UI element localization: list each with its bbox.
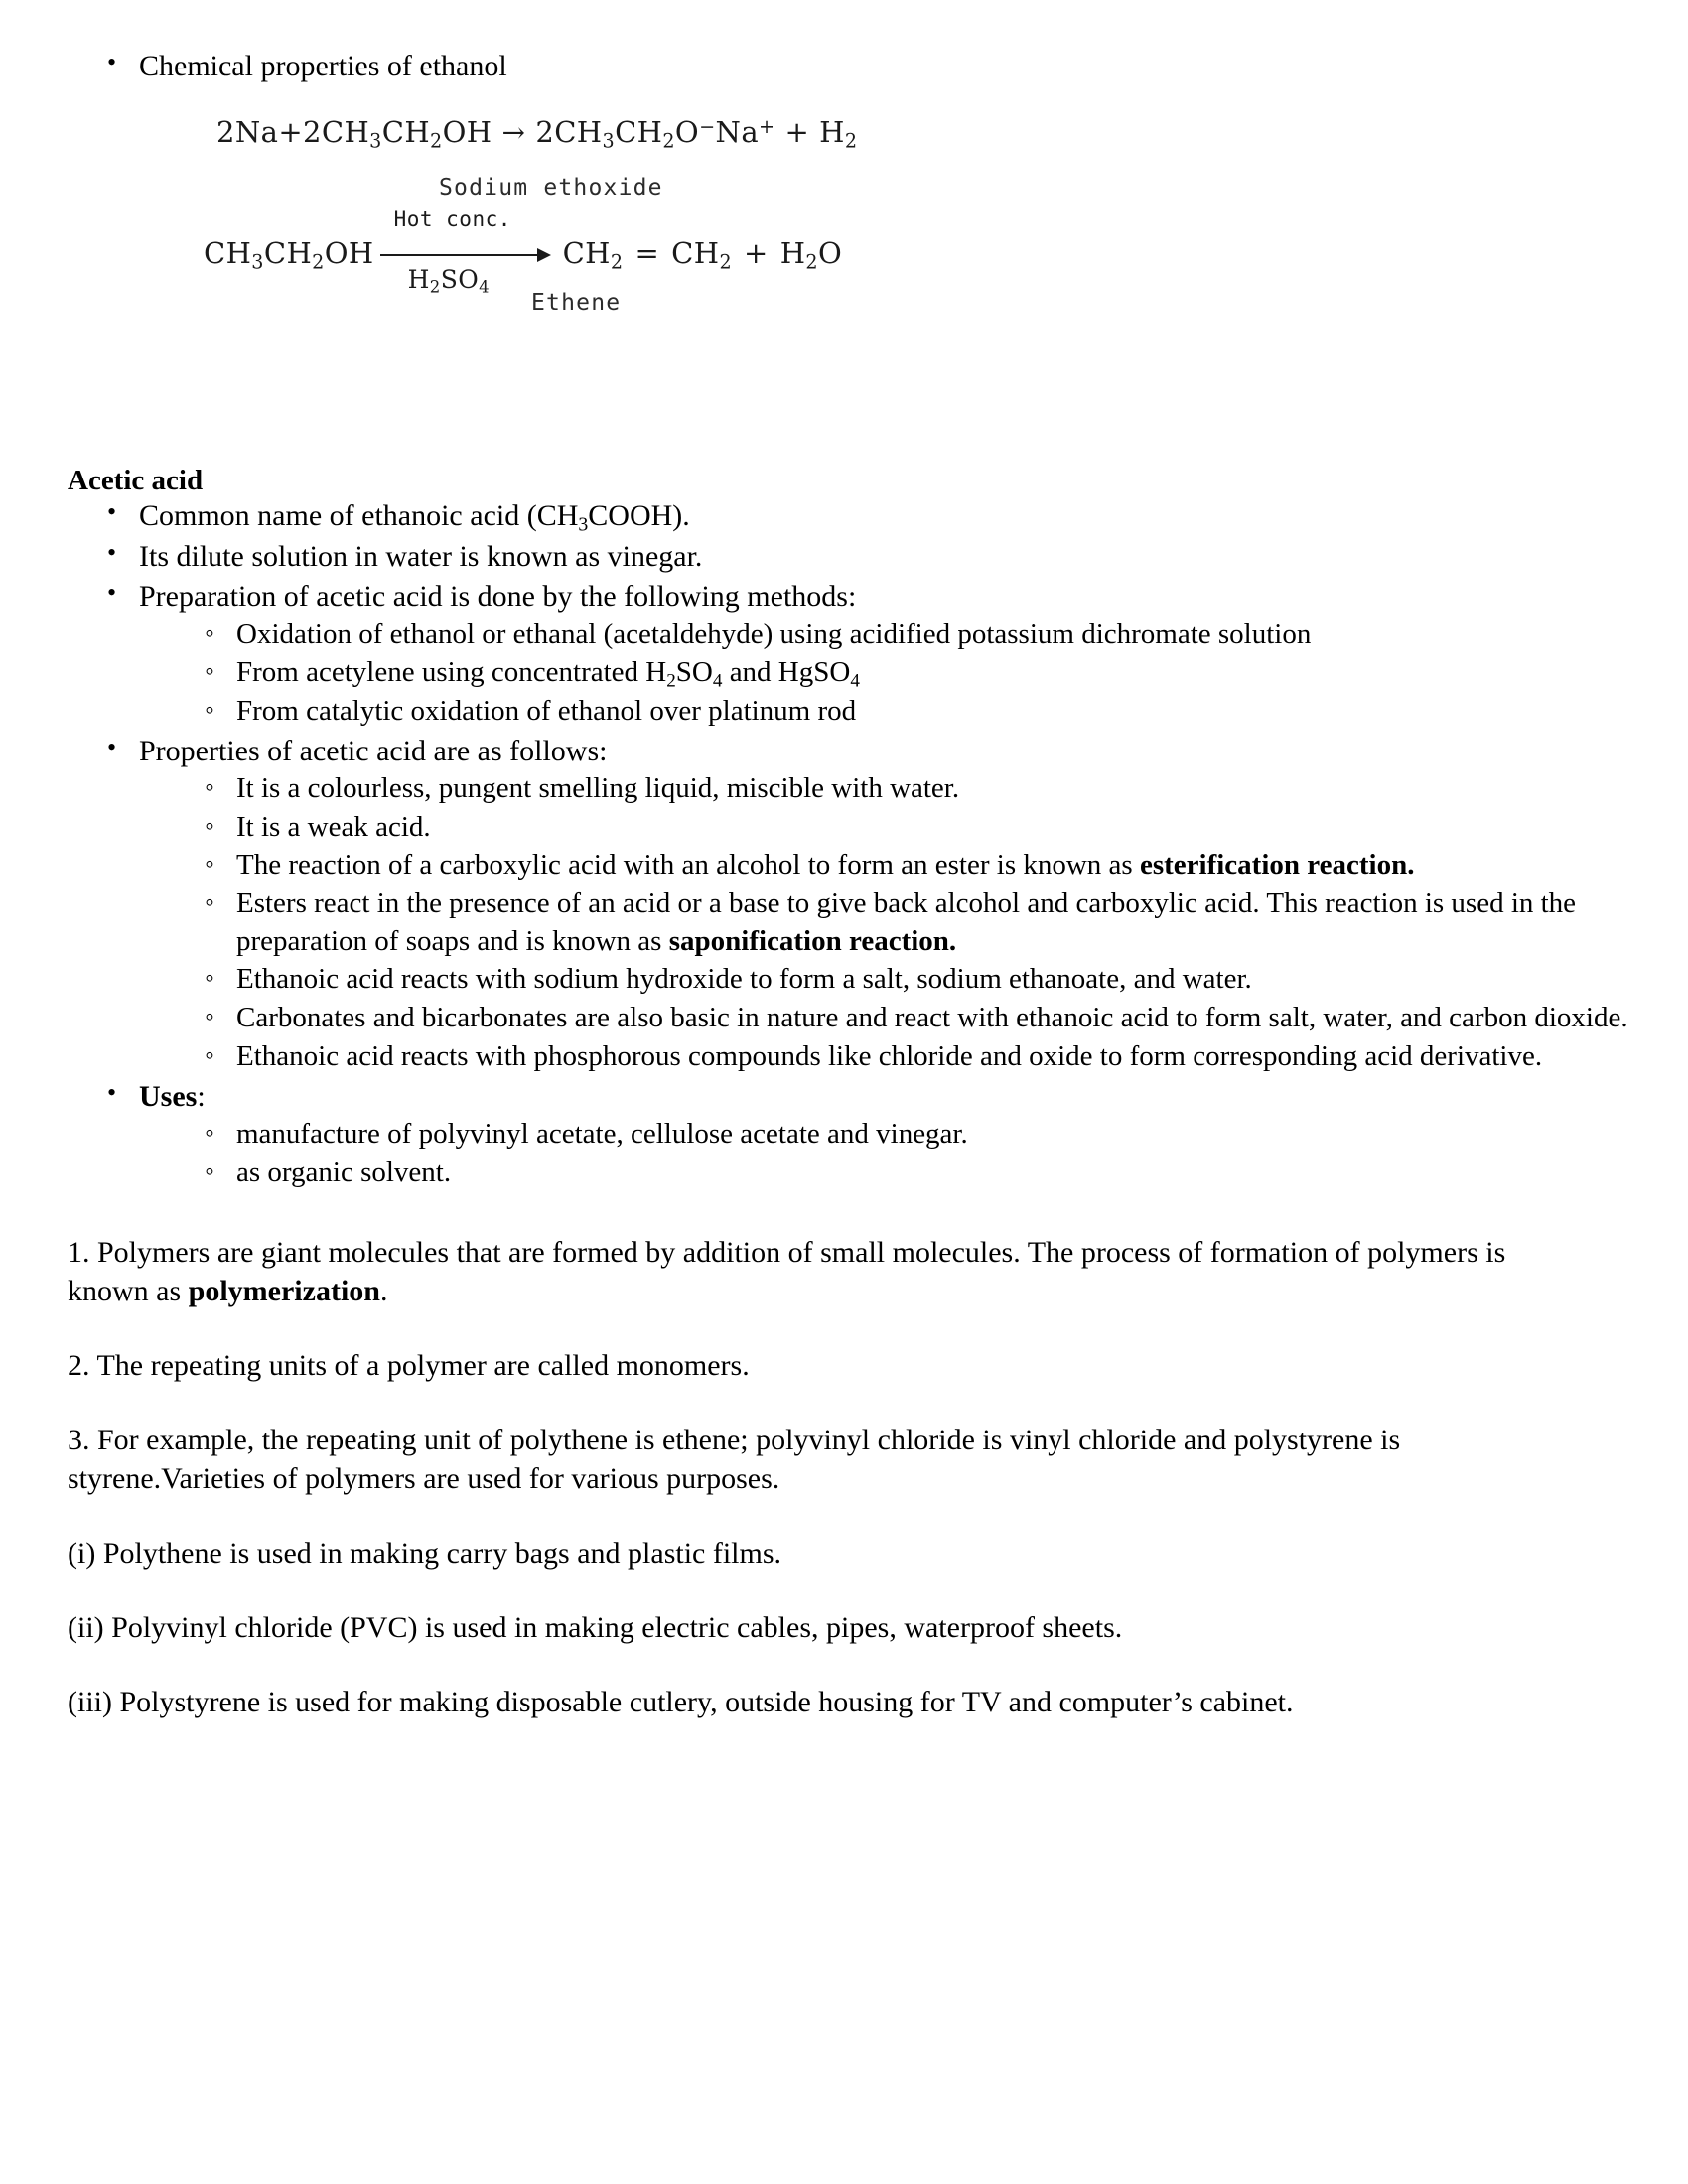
eq1-coeff-na: 2Na+ bbox=[216, 115, 304, 150]
acetic-acid-bullet-list bbox=[0, 497, 1688, 1191]
arrow-line bbox=[380, 254, 541, 256]
eq1-reactant-mid: CH bbox=[381, 115, 431, 150]
cond-sub2: 4 bbox=[479, 278, 491, 297]
eq1-product-sub1: 3 bbox=[602, 129, 616, 153]
equation-dehydration-ethene bbox=[0, 207, 1688, 297]
uses-label: Uses bbox=[139, 1079, 198, 1113]
sub-bullet-subscript-2: 4 bbox=[712, 670, 723, 692]
sub-bullet-text: Ethanoic acid reacts with sodium hydroxide to form a salt, sodium ethanoate, and water. bbox=[236, 963, 1252, 996]
paragraph-text: 2. The repeating units of a polymer are called monomers. bbox=[68, 1349, 750, 1383]
cond-sub1: 2 bbox=[429, 278, 441, 297]
eq2-water bbox=[779, 236, 843, 274]
cond-h: H bbox=[407, 265, 430, 295]
list-item bbox=[199, 1000, 1688, 1037]
chemical-equations-block bbox=[0, 115, 1688, 316]
eq2-water-h: H bbox=[779, 236, 806, 271]
eq1-reactant-sub1: 3 bbox=[369, 129, 382, 153]
bullet-subscript: 3 bbox=[578, 513, 589, 536]
sub-bullet-text: It is a colourless, pungent smelling liquid, miscible with water. bbox=[236, 772, 960, 805]
spacer bbox=[0, 1498, 1688, 1534]
eq2-product2 bbox=[671, 236, 733, 274]
list-item bbox=[199, 1116, 1688, 1154]
sub-bullet-text: From acetylene using concentrated H bbox=[236, 656, 667, 689]
emphasis-polymerization: polymerization bbox=[188, 1275, 380, 1308]
bullet-text: Common name of ethanoic acid (CH bbox=[139, 499, 579, 533]
list-item bbox=[99, 578, 1688, 730]
eq1-hydrogen-h: H bbox=[819, 115, 845, 150]
eq2-water-o: O bbox=[818, 236, 843, 271]
list-item bbox=[199, 1038, 1688, 1076]
acetic-properties-list bbox=[139, 770, 1688, 1076]
arrow-condition-above: Hot conc. bbox=[393, 207, 511, 232]
bullet-text-tail: COOH). bbox=[588, 499, 690, 533]
eq2-reactant-sub2: 2 bbox=[312, 250, 325, 274]
sub-bullet-text: It is a weak acid. bbox=[236, 810, 431, 843]
sub-bullet-text: Ethanoic acid reacts with phosphorous compounds like chloride and oxide to form corresponding acid derivative. bbox=[236, 1039, 1543, 1072]
cond-so: SO bbox=[440, 265, 480, 295]
eq2-water-sub: 2 bbox=[805, 250, 818, 274]
eq2-product1 bbox=[562, 236, 624, 274]
bullet-text: Properties of acetic acid are as follows: bbox=[139, 734, 608, 767]
equation-sodium-ethoxide bbox=[0, 115, 1688, 153]
sub-bullet-text: Esters react in the presence of an acid or a base to give back alcohol and carboxylic acid. This reaction is used in the preparation of soaps and is known as bbox=[236, 887, 1577, 957]
paragraph-polythene-uses bbox=[0, 1534, 1688, 1572]
paragraph-monomers bbox=[0, 1346, 1688, 1385]
ethanol-properties-section bbox=[0, 0, 1688, 316]
eq1-reactant bbox=[303, 115, 492, 153]
ethanol-bullet-text: Chemical properties of ethanol bbox=[139, 50, 507, 82]
eq2-product1-ch: CH bbox=[562, 236, 611, 271]
sub-bullet-subscript: 2 bbox=[666, 670, 676, 692]
paragraph-text: 1. Polymers are giant molecules that are formed by addition of small molecules. The process of formation of polymers is known as bbox=[68, 1236, 1506, 1308]
eq2-reactant-end: OH bbox=[324, 236, 374, 271]
spacer bbox=[0, 1572, 1688, 1608]
eq2-equals: = bbox=[634, 236, 660, 271]
list-item bbox=[199, 616, 1688, 654]
list-item bbox=[99, 733, 1688, 1076]
polymers-section bbox=[0, 1193, 1688, 1721]
equation-1-caption: Sodium ethoxide bbox=[439, 175, 663, 202]
emphasis-saponification: saponification reaction. bbox=[668, 924, 957, 957]
spacer bbox=[0, 1385, 1688, 1421]
eq2-product2-ch: CH bbox=[671, 236, 720, 271]
eq1-product-na: Na bbox=[715, 115, 760, 150]
sub-bullet-text: Oxidation of ethanol or ethanal (acetaldehyde) using acidified potassium dichromate solution bbox=[236, 617, 1312, 650]
list-item bbox=[199, 886, 1688, 960]
eq1-product-ch: 2CH bbox=[535, 115, 603, 150]
equation-2-caption: Ethene bbox=[531, 290, 622, 317]
spacer bbox=[0, 1647, 1688, 1683]
emphasis-esterification: esterification reaction. bbox=[1139, 849, 1415, 882]
sub-bullet-text: The reaction of a carboxylic acid with an alcohol to form an ester is known as bbox=[236, 849, 1140, 882]
paragraph-text: (ii) Polyvinyl chloride (PVC) is used in making electric cables, pipes, waterproof sheets. bbox=[68, 1611, 1123, 1645]
eq2-reactant-ch: CH bbox=[204, 236, 252, 271]
eq2-product2-sub: 2 bbox=[719, 250, 733, 274]
paragraph-text-tail: . bbox=[379, 1275, 388, 1308]
list-item bbox=[199, 654, 1688, 692]
bullet-text: Preparation of acetic acid is done by the following methods: bbox=[139, 580, 857, 614]
sub-bullet-text: manufacture of polyvinyl acetate, cellulose acetate and vinegar. bbox=[236, 1117, 968, 1150]
paragraph-polystyrene-uses bbox=[0, 1683, 1688, 1721]
preparation-methods-list bbox=[139, 616, 1688, 731]
eq2-plus: + bbox=[744, 236, 769, 271]
list-item bbox=[99, 497, 1688, 535]
reaction-arrow-icon: → bbox=[501, 116, 526, 150]
bullet-text: Its dilute solution in water is known as vinegar. bbox=[139, 539, 703, 573]
paragraph-text: (i) Polythene is used in making carry bags and plastic films. bbox=[68, 1537, 782, 1570]
eq2-reactant bbox=[204, 236, 374, 274]
eq1-product bbox=[535, 115, 775, 153]
uses-colon: : bbox=[197, 1079, 206, 1113]
spacer bbox=[0, 1310, 1688, 1346]
ethanol-bullet-list bbox=[0, 48, 1688, 85]
list-item bbox=[99, 538, 1688, 576]
list-item bbox=[199, 1155, 1688, 1192]
acetic-acid-section bbox=[0, 465, 1688, 1191]
arrow-condition-below bbox=[407, 265, 491, 297]
uses-list bbox=[139, 1116, 1688, 1191]
paragraph-text: (iii) Polystyrene is used for making disposable cutlery, outside housing for TV and computer’s cabinet. bbox=[68, 1686, 1294, 1719]
sub-bullet-text: From catalytic oxidation of ethanol over platinum rod bbox=[236, 694, 857, 727]
eq1-product-mid: CH bbox=[615, 115, 663, 150]
paragraph-examples bbox=[0, 1421, 1688, 1498]
eq1-product-charge-plus: + bbox=[759, 115, 775, 139]
paragraph-polymers-definition bbox=[0, 1233, 1688, 1310]
sub-bullet-text-2: SO bbox=[675, 656, 713, 689]
eq1-product-sub2: 2 bbox=[662, 129, 675, 153]
eq1-plus: + bbox=[784, 115, 810, 150]
list-item bbox=[99, 1078, 1688, 1192]
eq1-reactant-ch: 2CH bbox=[303, 115, 370, 150]
eq2-product1-sub: 2 bbox=[610, 250, 624, 274]
list-item bbox=[199, 809, 1688, 847]
eq1-product-o: O bbox=[674, 115, 700, 150]
paragraph-pvc-uses bbox=[0, 1608, 1688, 1647]
eq1-reactant-sub2: 2 bbox=[430, 129, 443, 153]
eq2-reactant-sub1: 3 bbox=[251, 250, 264, 274]
sub-bullet-subscript-3: 4 bbox=[850, 670, 860, 692]
eq1-hydrogen-sub: 2 bbox=[844, 129, 858, 153]
section-heading-acetic-acid: Acetic acid bbox=[68, 465, 204, 497]
list-item bbox=[199, 693, 1688, 731]
sub-bullet-text: Carbonates and bicarbonates are also basic in nature and react with ethanoic acid to form salt, water, and carbon dioxide. bbox=[236, 1002, 1628, 1034]
paragraph-text: 3. For example, the repeating unit of polythene is ethene; polyvinyl chloride is vinyl chloride and polystyrene is styrene.Varieties of polymers are used for various purposes. bbox=[68, 1424, 1401, 1496]
eq1-reactant-end: OH bbox=[442, 115, 492, 150]
list-item bbox=[199, 847, 1688, 885]
eq1-hydrogen bbox=[819, 115, 858, 153]
spacer bbox=[0, 1193, 1688, 1233]
list-item bbox=[99, 48, 1688, 85]
eq1-product-charge-minus: − bbox=[699, 115, 716, 139]
arrow-head bbox=[537, 248, 551, 262]
list-item bbox=[199, 770, 1688, 808]
list-item bbox=[199, 961, 1688, 999]
eq2-reactant-mid: CH bbox=[263, 236, 313, 271]
sub-bullet-text: as organic solvent. bbox=[236, 1156, 452, 1188]
sub-bullet-text-3: and HgSO bbox=[722, 656, 851, 689]
